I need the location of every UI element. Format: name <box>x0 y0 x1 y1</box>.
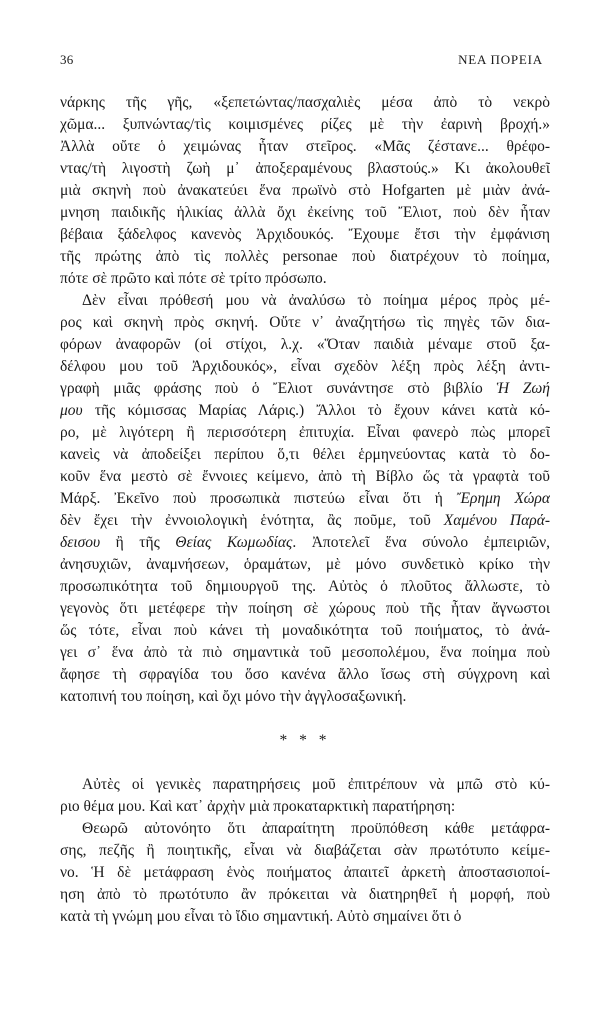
text-line <box>60 488 550 510</box>
text-line <box>60 422 550 444</box>
text-segment: ρο, μὲ λιγότερη ἢ περισσότερη ἐπιτυχία. Εἶναι φανερὸ πὼς μπορεῖ <box>60 424 550 441</box>
text-line <box>60 620 550 642</box>
running-head <box>60 52 543 70</box>
text-line <box>60 224 550 246</box>
italic-title: δεισου <box>60 534 101 551</box>
text-segment: Μάρξ. Ἐκεῖνο ποὺ προσωπικὰ πιστεύω εἶναι ὅτι ἡ <box>60 490 457 507</box>
text-line <box>60 312 550 334</box>
text-line <box>60 642 550 664</box>
body-text <box>60 92 550 928</box>
text-line <box>60 510 550 532</box>
section-break: * * * <box>279 732 331 749</box>
text-line <box>60 356 550 378</box>
text-line <box>60 554 550 576</box>
text-line <box>60 378 550 400</box>
text-segment: ἄφησε τὴ σφραγίδα του ὅσο κανένα ἄλλο ἴσως στὴ σύγχρονη καὶ <box>60 666 550 683</box>
text-segment: προσωπικότητα τοῦ δημιουργοῦ της. Αὐτὸς ὁ πλοῦτος ἄλλωστε, τὸ <box>60 578 550 595</box>
text-segment: ἢ τῆς <box>100 534 176 551</box>
text-segment: κατοπινή του ποίηση, καὶ ὄχι μόνο τὴν ἀγγλοσαξωνική. <box>60 688 407 705</box>
text-segment: ντας/τὴ λιγοστὴ ζωὴ μ᾽ ἀποξεραμένους βλαστούς.» Κι ἀκολουθεῖ <box>60 160 550 177</box>
text-line <box>60 576 550 598</box>
text-line <box>60 114 550 136</box>
text-line <box>60 884 550 906</box>
text-segment: δὲν ἔχει τὴν ἐννοιολογικὴ ἑνότητα, ἂς ποῦμε, τοῦ <box>60 512 444 529</box>
text-segment: κατὰ τὴ γνώμη μου εἶναι τὸ ἴδιο σημαντική. Αὐτὸ σημαίνει ὅτι ὁ <box>60 908 462 925</box>
text-segment: γραφὴ μιᾶς φράσης ποὺ ὁ Ἔλιοτ συνάντησε στὸ βιβλίο <box>60 380 497 397</box>
text-line <box>60 158 550 180</box>
text-segment: χῶμα... ξυπνώντας/τὶς κοιμισμένες ρίζες μὲ τὴν ἐαρινὴ βροχή.» <box>60 116 550 133</box>
text-line <box>60 444 550 466</box>
text-segment: Θεωρῶ αὐτονόητο ὅτι ἀπαραίτητη προϋπόθεση κάθε μετάφρα- <box>82 820 550 837</box>
text-segment: κοῦν ἕνα μεστὸ σὲ ἔννοιες κείμενο, ἀπὸ τὴ Βίβλο ὥς τὰ γραφτὰ τοῦ <box>60 468 550 485</box>
text-line <box>60 862 550 884</box>
text-line <box>60 334 550 356</box>
text-segment: ηση ἀπὸ τὸ πρωτότυπο ἂν πρόκειται νὰ διατηρηθεῖ ἡ μορφή, ποὺ <box>60 886 550 903</box>
text-segment: φόρων ἀναφορῶν (οἱ στίχοι, λ.χ. «Ὅταν παιδιὰ μέναμε στοῦ ξα- <box>60 336 550 353</box>
text-segment: βέβαια ξάδελφος κανενὸς Ἀρχιδουκός. Ἔχουμε ἔτσι τὴν ἐμφάνιση <box>60 226 550 243</box>
text-segment: ὥς τότε, εἶναι ποὺ κάνει τὴ μοναδικότητα τοῦ ποιήματος, τὸ ἀνά- <box>60 622 550 639</box>
text-segment: . Ἀποτελεῖ ἕνα σύνολο ἐμπειριῶν, <box>292 534 550 551</box>
text-line <box>60 180 550 202</box>
text-line <box>60 686 550 708</box>
italic-title: Ἡ Ζωή <box>496 380 550 397</box>
text-line <box>60 906 550 928</box>
text-line <box>60 818 550 840</box>
text-line <box>60 796 550 818</box>
text-segment: Ἀλλὰ οὔτε ὁ χειμώνας ἦταν στεῖρος. «Μᾶς ζέστανε... θρέφο- <box>60 138 550 155</box>
text-segment: μνηση παιδικῆς ἡλικίας ἀλλὰ ὄχι ἐκείνης τοῦ Ἔλιοτ, ποὺ δὲν ἦταν <box>60 204 550 221</box>
text-line <box>60 202 550 224</box>
italic-title: Ἔρημη Χώρα <box>456 490 550 507</box>
italic-title: Χαμένου Παρά- <box>443 512 550 529</box>
page-number: 36 <box>60 52 74 67</box>
text-line <box>60 290 550 312</box>
text-segment: Αὐτὲς οἱ γενικὲς παρατηρήσεις μοῦ ἐπιτρέπουν νὰ μπῶ στὸ κύ- <box>82 776 550 793</box>
text-line <box>60 664 550 686</box>
italic-title: μου <box>60 402 83 419</box>
italic-title: Θείας Κωμωδίας <box>175 534 293 551</box>
text-segment: τῆς κόμισσας Μαρίας Λάρις.) Ἄλλοι τὸ ἔχουν κάνει κατὰ κό- <box>82 402 550 419</box>
text-segment: σης, πεζῆς ἢ ποιητικῆς, εἶναι νὰ διαβάζεται σὰν πρωτότυπο κείμε- <box>60 842 550 859</box>
text-segment: δέλφου μου τοῦ Ἀρχιδουκός», εἶναι σχεδὸν λέξη πρὸς λέξη ἀντι- <box>60 358 550 375</box>
text-line <box>60 466 550 488</box>
text-segment: νο. Ἡ δὲ μετάφραση ἑνὸς ποιήματος ἀπαιτεῖ ἀρκετὴ ἀποστασιοποί- <box>60 864 550 881</box>
text-segment: Δὲν εἶναι πρόθεσή μου νὰ ἀναλύσω τὸ ποίημα μέρος πρὸς μέ- <box>82 292 550 309</box>
text-segment: πότε σὲ πρῶτο καὶ πότε σὲ τρίτο πρόσωπο. <box>60 270 327 287</box>
text-line <box>60 136 550 158</box>
text-line <box>60 598 550 620</box>
text-line <box>60 532 550 554</box>
text-segment: γει σ᾽ ἕνα ἀπὸ τὰ πιὸ σημαντικὰ τοῦ μεσοπολέμου, ἕνα ποίημα ποὺ <box>60 644 550 661</box>
text-line <box>60 400 550 422</box>
text-segment: ρος καὶ σκηνὴ πρὸς σκηνή. Οὔτε ν᾽ ἀναζητήσω τὶς πηγὲς τῶν δια- <box>60 314 550 331</box>
text-segment: νάρκης τῆς γῆς, «ξεπετώντας/πασχαλιὲς μέσα ἀπὸ τὸ νεκρὸ <box>60 94 550 111</box>
text-segment: ριο θέμα μου. Καὶ κατ᾽ ἀρχὴν μιὰ προκαταρκτικὴ παρατήρηση: <box>60 798 456 815</box>
text-line <box>60 92 550 114</box>
text-segment: γεγονὸς ὅτι μετέφερε τὴν ποίηση σὲ χώρους ποὺ τῆς ἦταν ἄγνωστοι <box>60 600 550 617</box>
text-segment: μιὰ σκηνὴ ποὺ ἀνακατεύει ἕνα πρωϊνὸ στὸ Hofgarten μὲ μιὰν ἀνά- <box>60 182 550 199</box>
text-line <box>60 268 550 290</box>
text-segment: ἀνησυχιῶν, ἀναμνήσεων, ὁραμάτων, μὲ μόνο συνδετικὸ κρίκο τὴν <box>60 556 550 573</box>
text-line <box>60 774 550 796</box>
running-title: ΝΕΑ ΠΟΡΕΙΑ <box>458 52 543 67</box>
text-segment: κανεὶς νὰ ἀποδείξει περίπου ὅ,τι θέλει ἑρμηνεύοντας κατὰ τὸ δο- <box>60 446 550 463</box>
text-segment: τῆς πρώτης ἀπὸ τὶς πολλὲς personae ποὺ διατρέχουν τὸ ποίημα, <box>60 248 550 265</box>
text-line <box>60 246 550 268</box>
text-line <box>60 840 550 862</box>
